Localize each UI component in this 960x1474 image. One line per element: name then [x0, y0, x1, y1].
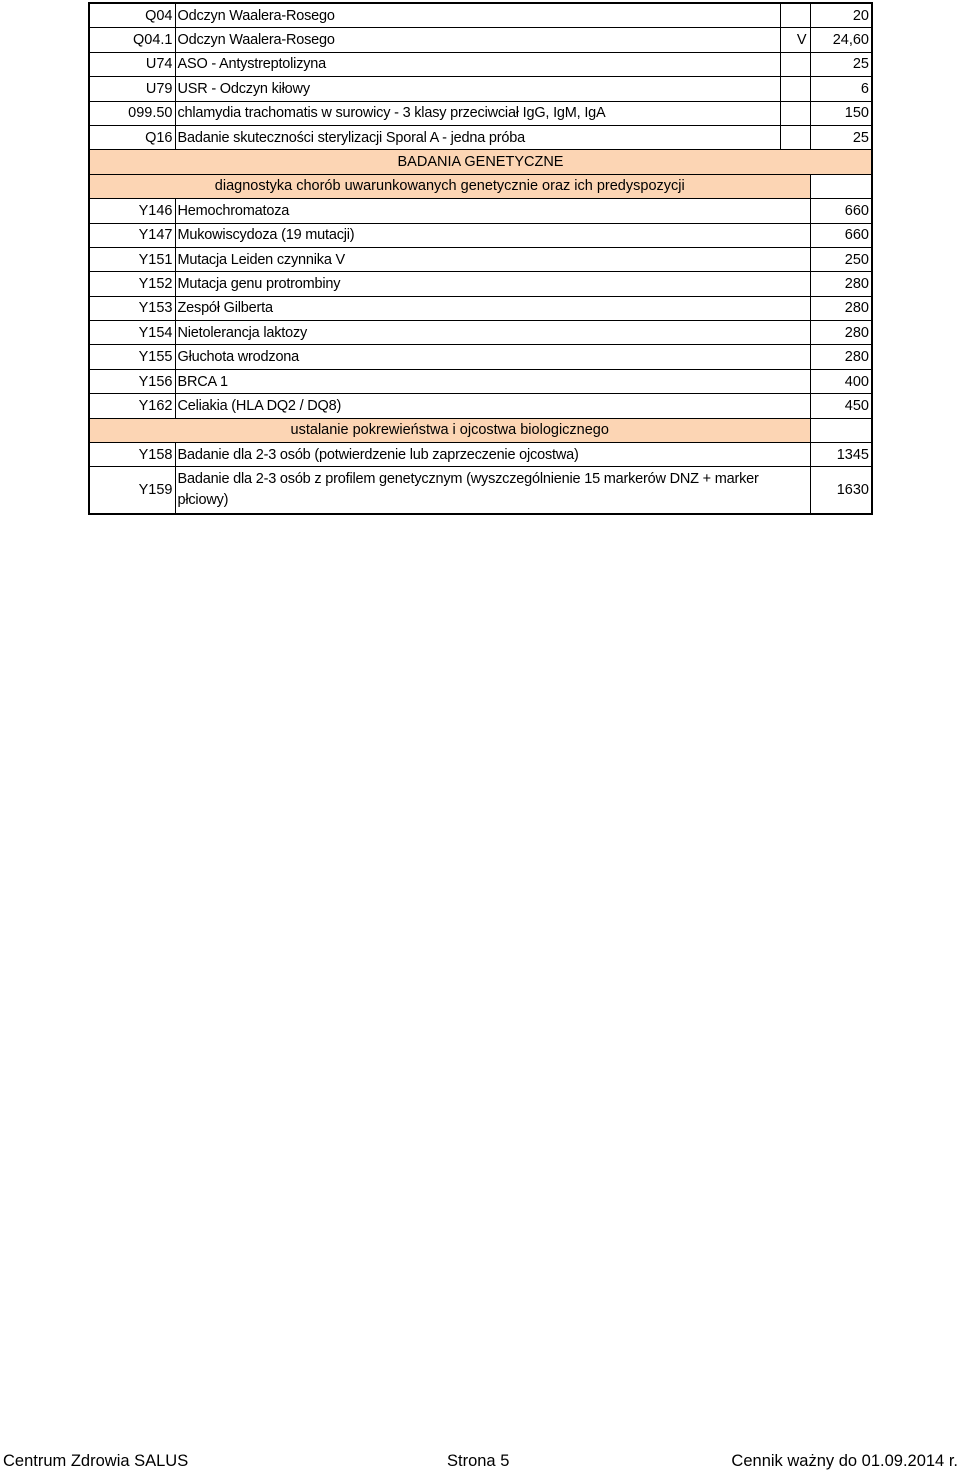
test-code: Y147 [89, 223, 175, 247]
test-flag [780, 77, 810, 101]
subsection-title-paternity: ustalanie pokrewieństwa i ojcostwa biologicznego [89, 418, 810, 442]
test-name: Badanie dla 2-3 osób (potwierdzenie lub zaprzeczenie ojcostwa) [175, 443, 810, 467]
test-code: Q16 [89, 125, 175, 149]
test-name: Mutacja Leiden czynnika V [175, 247, 810, 271]
test-code: Y162 [89, 394, 175, 418]
table-row [89, 223, 872, 247]
test-price: 20 [810, 3, 872, 28]
test-flag [780, 101, 810, 125]
test-code: Q04.1 [89, 28, 175, 52]
test-name: Odczyn Waalera-Rosego [175, 3, 780, 28]
test-code: Y151 [89, 247, 175, 271]
test-name: USR - Odczyn kiłowy [175, 77, 780, 101]
test-code: U79 [89, 77, 175, 101]
section-title-genetic-tests: BADANIA GENETYCZNE [89, 150, 872, 174]
test-name: Mukowiscydoza (19 mutacji) [175, 223, 810, 247]
table-row [89, 321, 872, 345]
test-code: Y158 [89, 443, 175, 467]
table-row [89, 296, 872, 320]
footer-page-number: Strona 5 [447, 1452, 510, 1470]
test-price: 24,60 [810, 28, 872, 52]
table-row [89, 247, 872, 271]
subsection-header-row [89, 174, 872, 198]
section-header-row [89, 150, 872, 174]
table-row [89, 52, 872, 76]
test-price: 660 [810, 199, 872, 223]
test-name: Głuchota wrodzona [175, 345, 810, 369]
test-price: 450 [810, 394, 872, 418]
table-row [89, 467, 872, 515]
test-price: 1630 [810, 467, 872, 515]
page-footer [0, 1452, 960, 1472]
test-code: Y152 [89, 272, 175, 296]
test-flag [780, 125, 810, 149]
test-name: Nietolerancja laktozy [175, 321, 810, 345]
price-list-table [88, 2, 873, 515]
table-row [89, 125, 872, 149]
table-row [89, 77, 872, 101]
table-row [89, 101, 872, 125]
table-row [89, 272, 872, 296]
test-price: 280 [810, 321, 872, 345]
test-code: 099.50 [89, 101, 175, 125]
test-code: Y146 [89, 199, 175, 223]
empty-price-cell [810, 174, 872, 198]
test-code: Q04 [89, 3, 175, 28]
test-price: 280 [810, 345, 872, 369]
test-code: Y159 [89, 467, 175, 515]
table-row [89, 28, 872, 52]
test-price: 6 [810, 77, 872, 101]
test-name: chlamydia trachomatis w surowicy - 3 klasy przeciwciał IgG, IgM, IgA [175, 101, 780, 125]
test-code: U74 [89, 52, 175, 76]
test-flag: V [780, 28, 810, 52]
table-row [89, 3, 872, 28]
table-row [89, 345, 872, 369]
subsection-header-row [89, 418, 872, 442]
test-price: 150 [810, 101, 872, 125]
table-row [89, 394, 872, 418]
test-name: BRCA 1 [175, 369, 810, 393]
test-code: Y153 [89, 296, 175, 320]
footer-company-name: Centrum Zdrowia SALUS [3, 1452, 189, 1470]
test-code: Y156 [89, 369, 175, 393]
test-price: 280 [810, 272, 872, 296]
test-name: Hemochromatoza [175, 199, 810, 223]
table-row [89, 369, 872, 393]
test-price: 1345 [810, 443, 872, 467]
test-price: 250 [810, 247, 872, 271]
test-code: Y155 [89, 345, 175, 369]
table-row [89, 443, 872, 467]
test-name: ASO - Antystreptolizyna [175, 52, 780, 76]
subsection-title-diagnostics: diagnostyka chorób uwarunkowanych genetycznie oraz ich predyspozycji [89, 174, 810, 198]
test-name: Zespół Gilberta [175, 296, 810, 320]
test-price: 25 [810, 52, 872, 76]
test-name: Badanie dla 2-3 osób z profilem genetycznym (wyszczególnienie 15 markerów DNZ + marker płciowy) [175, 467, 810, 515]
test-code: Y154 [89, 321, 175, 345]
footer-validity-date: Cennik ważny do 01.09.2014 r. [731, 1452, 958, 1470]
test-price: 25 [810, 125, 872, 149]
test-name: Odczyn Waalera-Rosego [175, 28, 780, 52]
test-price: 400 [810, 369, 872, 393]
test-flag [780, 52, 810, 76]
empty-price-cell [810, 418, 872, 442]
test-flag [780, 3, 810, 28]
test-name: Celiakia (HLA DQ2 / DQ8) [175, 394, 810, 418]
table-row [89, 199, 872, 223]
test-price: 660 [810, 223, 872, 247]
test-name: Mutacja genu protrombiny [175, 272, 810, 296]
test-name: Badanie skuteczności sterylizacji Sporal A - jedna próba [175, 125, 780, 149]
test-price: 280 [810, 296, 872, 320]
